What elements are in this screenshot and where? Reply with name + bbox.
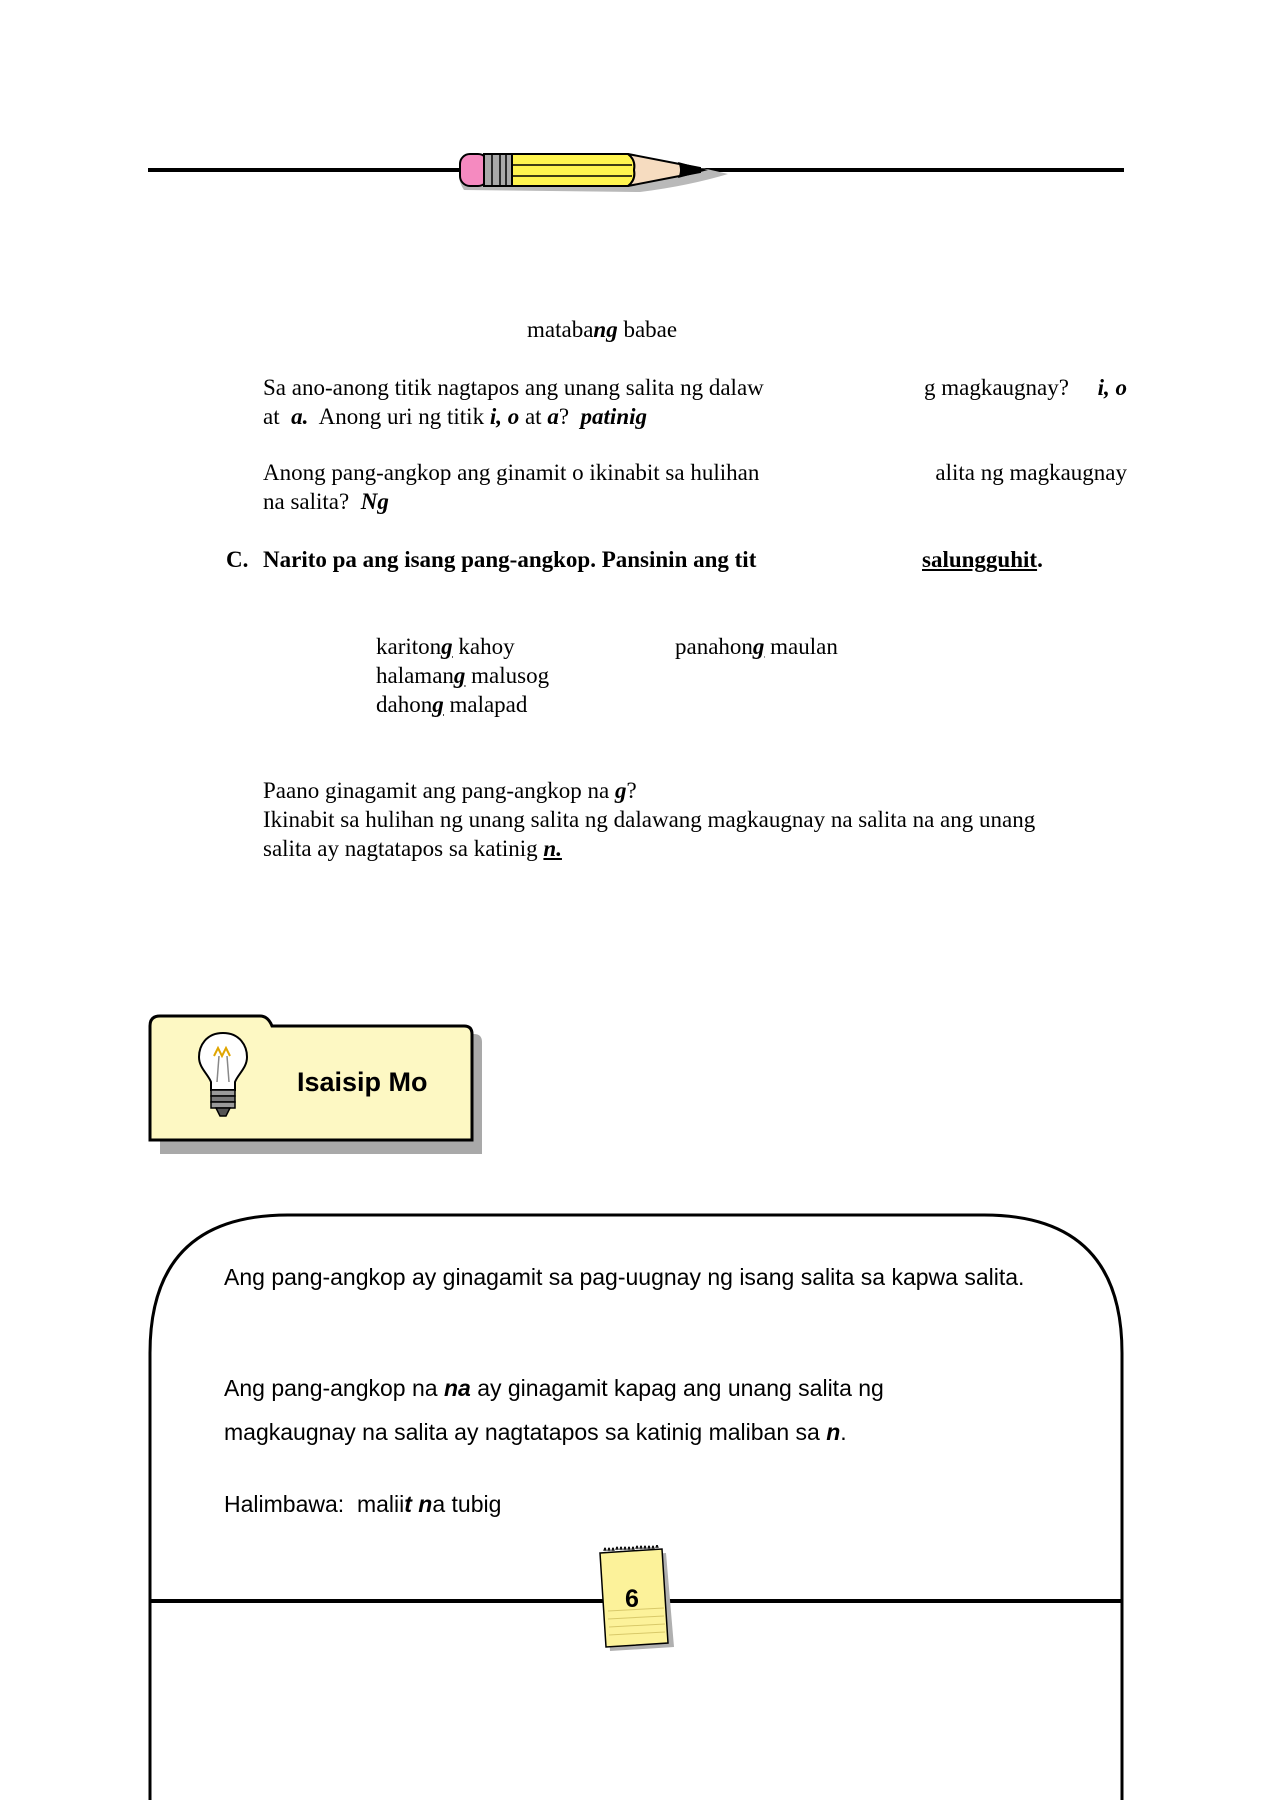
section-marker: C.: [226, 547, 249, 572]
pencil-body: [512, 154, 634, 186]
question-1: [263, 373, 1127, 431]
summary-text: ay ginagamit kapag ang unang salita ng magkaugnay na salita ay nagtatapos sa katinig maliban sa: [224, 1375, 884, 1445]
list-item: dahong malapad: [376, 692, 528, 717]
summary-text: .: [840, 1419, 847, 1445]
summary-paragraph-2: [224, 1366, 964, 1454]
question-text: Paano ginagamit ang pang-angkop na: [263, 778, 610, 803]
question-1-text: g magkaugnay?: [924, 375, 1069, 400]
question-1-emph: a.: [291, 404, 309, 429]
lightbulb-icon: [196, 1030, 250, 1120]
question-1-text: at: [263, 404, 280, 429]
summary-emph: n: [826, 1419, 841, 1445]
section-c-heading-text: .: [1037, 547, 1043, 572]
example-text: malii: [356, 1491, 405, 1517]
list-item: panahong maulan: [675, 634, 838, 659]
answer-text: Ikinabit sa hulihan ng unang salita ng dalawang magkaugnay na salita na ang unang: [263, 807, 1036, 832]
summary-text: Ang pang-angkop na: [224, 1375, 438, 1401]
pencil-divider: [148, 148, 1124, 198]
section-c-heading: [226, 545, 1127, 574]
summary-emph: na: [443, 1375, 471, 1401]
answer-text: salita ay nagtatapos sa katinig: [263, 836, 538, 861]
question-2-answer: Ng: [360, 489, 389, 514]
question-1-text: ?: [558, 404, 570, 429]
summary-paragraph-1: Ang pang-angkop ay ginagamit sa pag-uugnay ng isang salita sa kapwa salita.: [224, 1264, 1025, 1290]
example-word: babae: [617, 317, 678, 342]
question-text: ?: [626, 778, 637, 803]
question-1-text: Anong uri ng titik: [318, 404, 485, 429]
example-text: a tubig: [432, 1491, 502, 1517]
example-list-left: [376, 632, 549, 719]
question-1-emph: i, o: [489, 404, 520, 429]
question-1-emph: i, o: [1097, 375, 1127, 400]
example-phrase: [527, 315, 677, 344]
example-emph: n: [418, 1491, 433, 1517]
example-emph: t: [404, 1491, 412, 1517]
pencil-ferrule: [484, 154, 512, 186]
isaisip-title: Isaisip Mo: [297, 1067, 428, 1097]
list-item: halamang malusog: [376, 663, 550, 688]
example-word: mataba: [527, 317, 594, 342]
example-list-right: [675, 632, 838, 661]
example-label: Halimbawa:: [224, 1491, 345, 1517]
section-c-heading-text: salungguhit: [922, 547, 1038, 572]
list-item: karitong kahoy: [376, 634, 515, 659]
summary-example: [224, 1482, 501, 1526]
question-emph: g: [614, 778, 627, 803]
page-number: 6: [625, 1585, 639, 1613]
question-2: [263, 458, 1127, 516]
question-1-answer: patinig: [580, 404, 648, 429]
section-c-question: [263, 776, 1127, 863]
example-linker: ng: [593, 317, 618, 342]
question-2-text: alita ng magkaugnay: [935, 460, 1127, 485]
question-2-text: na salita?: [263, 489, 350, 514]
question-1-text: at: [524, 404, 542, 429]
section-c-heading-text: Narito pa ang isang pang-angkop. Pansinin ang tit: [263, 547, 757, 572]
question-2-text: Anong pang-angkop ang ginamit o ikinabit sa hulihan: [263, 460, 760, 485]
question-1-text: Sa ano-anong titik nagtapos ang unang salita ng dalaw: [263, 375, 764, 400]
question-1-emph: a: [547, 404, 559, 429]
answer-emph: n.: [543, 836, 562, 861]
